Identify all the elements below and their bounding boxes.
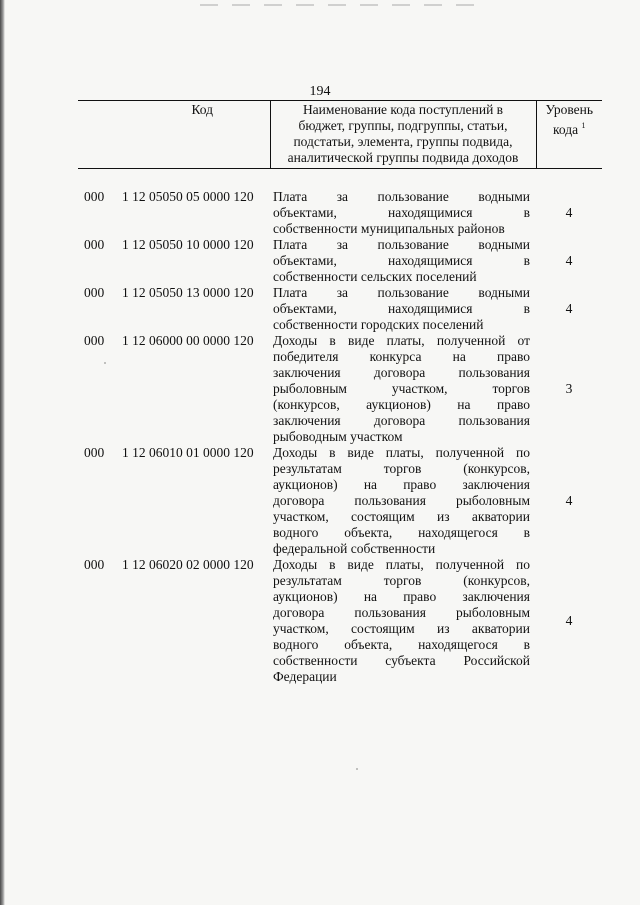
row-code-cell [78,333,270,445]
name-line: федеральной собственности [273,541,436,556]
table-row [78,189,602,237]
admin-code: 000 [84,189,105,204]
table-row [78,445,602,557]
header-name [270,101,536,169]
row-level-cell: 3 [565,381,573,396]
table-row [78,237,602,285]
revenue-code: 1 12 06010 01 0000 120 [122,445,254,460]
row-name-cell [270,333,536,445]
revenue-code: 1 12 05050 10 0000 120 [122,237,254,252]
name-line: заключения договора пользования [273,413,530,428]
header-level [536,101,602,169]
scan-top-marks [200,4,480,6]
row-code-cell [78,557,270,685]
name-line: водного объекта, находящегося в [273,525,530,540]
name-line: договора пользования рыболовным [273,605,530,620]
row-level-cell: 4 [565,493,573,508]
name-line: аукционов) на право заключения [273,477,530,492]
header-code: Код [78,101,270,169]
table-body [78,169,602,686]
name-line: Доходы в виде платы, полученной по [273,445,530,460]
row-code-cell [78,285,270,333]
header-name-line: Наименование кода поступлений в [302,102,504,117]
row-level-cell: 4 [565,613,573,628]
row-name-cell [270,237,536,285]
admin-code: 000 [84,557,105,572]
table-row [78,333,602,445]
name-line: Доходы в виде платы, полученной по [273,557,530,572]
scan-edge-shadow [0,0,5,905]
page-number: 194 [309,84,331,99]
header-name-line: бюджет, группы, подгруппы, статьи, [298,118,508,133]
name-line: победителя конкурса на право [273,349,530,364]
header-level-line [540,118,600,138]
revenue-code: 1 12 05050 13 0000 120 [122,285,254,300]
row-name-cell [270,557,536,685]
name-line: объектами, находящимися в [273,205,530,220]
admin-code: 000 [84,445,105,460]
revenue-codes-table [78,100,602,685]
name-line: Плата за пользование водными [273,237,530,252]
table-row [78,557,602,685]
row-name-cell [270,285,536,333]
name-line: Федерации [273,669,337,684]
header-name-line: аналитической группы подвида доходов [287,150,519,165]
row-code-cell [78,189,270,237]
name-line: собственности субъекта Российской [273,653,530,668]
admin-code: 000 [84,285,105,300]
header-level-line: Уровень [545,102,594,117]
row-code-cell [78,445,270,557]
name-line: Плата за пользование водными [273,285,530,300]
name-line: Доходы в виде платы, полученной от [273,333,530,348]
name-line: участком, состоящим из акватории [273,621,530,636]
table-header-row [78,101,602,169]
footnote-marker: 1 [581,121,586,130]
row-level-cell: 4 [565,301,573,316]
admin-code: 000 [84,333,105,348]
name-line: водного объекта, находящегося в [273,637,530,652]
table-row [78,285,602,333]
name-line: объектами, находящимися в [273,301,530,316]
name-line: (конкурсов, аукционов) на право [273,397,530,412]
header-level-word: кода [553,122,579,137]
row-level-cell: 4 [565,205,573,220]
name-line: собственности городских поселений [273,317,484,332]
row-code-cell [78,237,270,285]
name-line: заключения договора пользования [273,365,530,380]
name-line: договора пользования рыболовным [273,493,530,508]
header-spacer [78,169,602,190]
admin-code: 000 [84,237,105,252]
name-line: рыбоводным участком [273,429,403,444]
scan-speck [356,768,358,770]
name-line: результатам торгов (конкурсов, [273,461,530,476]
row-level-cell: 4 [565,253,573,268]
row-name-cell [270,445,536,557]
revenue-code: 1 12 06000 00 0000 120 [122,333,254,348]
revenue-code: 1 12 05050 05 0000 120 [122,189,254,204]
name-line: аукционов) на право заключения [273,589,530,604]
name-line: собственности сельских поселений [273,269,477,284]
name-line: результатам торгов (конкурсов, [273,573,530,588]
name-line: участком, состоящим из акватории [273,509,530,524]
name-line: Плата за пользование водными [273,189,530,204]
name-line: объектами, находящимися в [273,253,530,268]
header-name-line: подстатьи, элемента, группы подвида, [293,134,513,149]
name-line: собственности муниципальных районов [273,221,505,236]
name-line: рыболовным участком, торгов [273,381,530,396]
row-name-cell [270,189,536,237]
revenue-code: 1 12 06020 02 0000 120 [122,557,254,572]
